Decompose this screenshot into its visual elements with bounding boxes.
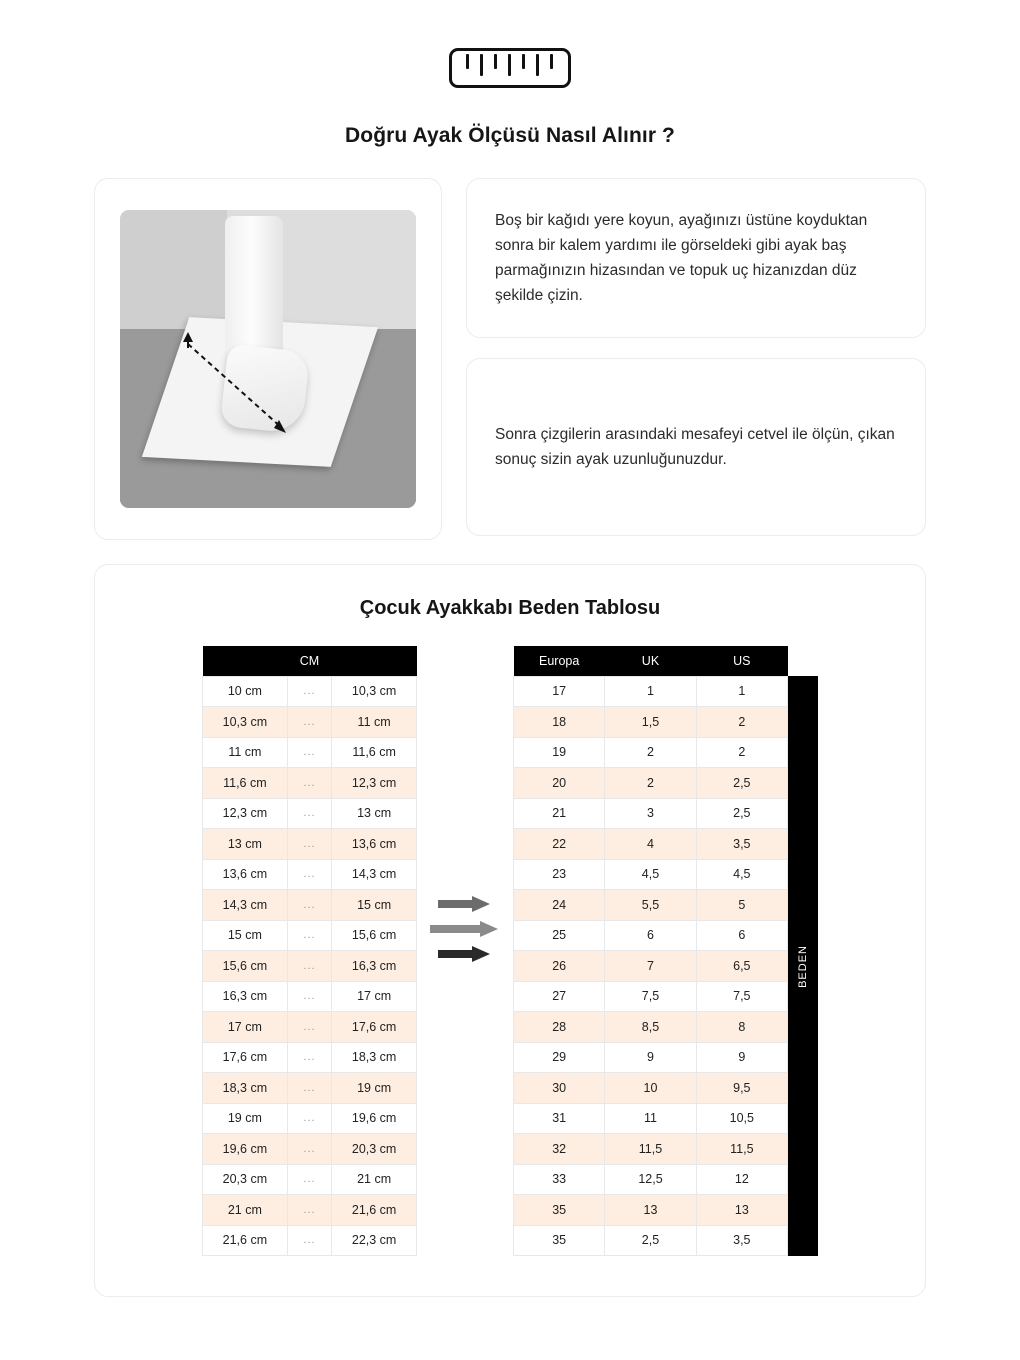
cm-separator: ...: [287, 1134, 331, 1165]
table-row: [514, 1164, 788, 1195]
size-eu: 31: [514, 1103, 605, 1134]
size-us: 6: [696, 920, 787, 951]
table-row: [514, 737, 788, 768]
cm-separator: ...: [287, 1225, 331, 1256]
photo-card: [94, 178, 442, 540]
photo-wall-shadow: [120, 210, 227, 329]
table-row: [514, 798, 788, 829]
size-us: 11,5: [696, 1134, 787, 1165]
intro-section: [94, 178, 926, 540]
cm-to: 21,6 cm: [332, 1195, 417, 1226]
table-row: [514, 981, 788, 1012]
table-row: [514, 1073, 788, 1104]
size-uk: 5,5: [605, 890, 696, 921]
cm-to: 22,3 cm: [332, 1225, 417, 1256]
size-table-title: Çocuk Ayakkabı Beden Tablosu: [359, 597, 661, 619]
cm-to: 18,3 cm: [332, 1042, 417, 1073]
size-uk: 4,5: [605, 859, 696, 890]
cm-to: 13 cm: [332, 798, 417, 829]
table-row: [203, 1012, 417, 1043]
arrow-right-icon-2: [430, 921, 500, 937]
cm-separator: ...: [287, 981, 331, 1012]
table-row: [514, 1042, 788, 1073]
table-row: [203, 951, 417, 982]
size-uk: 11,5: [605, 1134, 696, 1165]
size-us: 2,5: [696, 768, 787, 799]
cm-to: 15 cm: [332, 890, 417, 921]
cm-to: 19,6 cm: [332, 1103, 417, 1134]
cm-from: 16,3 cm: [203, 981, 288, 1012]
cm-from: 10,3 cm: [203, 707, 288, 738]
size-eu: 32: [514, 1134, 605, 1165]
size-uk: 2: [605, 768, 696, 799]
size-eu: 23: [514, 859, 605, 890]
cm-to: 15,6 cm: [332, 920, 417, 951]
cm-from: 14,3 cm: [203, 890, 288, 921]
arrow-right-icon-3: [438, 946, 492, 962]
size-uk: 12,5: [605, 1164, 696, 1195]
instruction-text-2: Sonra çizgilerin arasındaki mesafeyi cetvel ile ölçün, çıkan sonuç sizin ayak uzunluğunuzdur.: [495, 425, 895, 468]
cm-from: 12,3 cm: [203, 798, 288, 829]
cm-to: 16,3 cm: [332, 951, 417, 982]
table-row: [203, 981, 417, 1012]
instruction-text-1: Boş bir kağıdı yere koyun, ayağınızı üstüne koyduktan sonra bir kalem yardımı ile görseldeki gibi ayak baş parmağınızın hizasından ve topuk uç hizanızdan düz şekilde çizin.: [495, 211, 868, 305]
cm-from: 13 cm: [203, 829, 288, 860]
cm-to: 14,3 cm: [332, 859, 417, 890]
table-row: [203, 1073, 417, 1104]
size-us: 8: [696, 1012, 787, 1043]
cm-separator: ...: [287, 798, 331, 829]
cm-separator: ...: [287, 890, 331, 921]
table-row: [203, 1195, 417, 1226]
cm-from: 13,6 cm: [203, 859, 288, 890]
size-us: 6,5: [696, 951, 787, 982]
cm-table-header-row: [203, 646, 417, 676]
cm-separator: ...: [287, 676, 331, 707]
size-eu: 19: [514, 737, 605, 768]
table-row: [514, 768, 788, 799]
size-uk: 8,5: [605, 1012, 696, 1043]
size-uk: 10: [605, 1073, 696, 1104]
size-eu: 30: [514, 1073, 605, 1104]
header-europa: Europa: [514, 646, 605, 676]
cm-separator: ...: [287, 1042, 331, 1073]
cm-separator: ...: [287, 1164, 331, 1195]
size-eu: 33: [514, 1164, 605, 1195]
tables-row: [95, 646, 925, 1256]
size-uk: 1,5: [605, 707, 696, 738]
size-eu: 26: [514, 951, 605, 982]
cm-from: 21,6 cm: [203, 1225, 288, 1256]
cm-to: 11 cm: [332, 707, 417, 738]
table-row: [203, 1042, 417, 1073]
size-us: 13: [696, 1195, 787, 1226]
size-eu: 35: [514, 1225, 605, 1256]
cm-to: 20,3 cm: [332, 1134, 417, 1165]
size-uk: 7,5: [605, 981, 696, 1012]
cm-from: 21 cm: [203, 1195, 288, 1226]
cm-separator: ...: [287, 1195, 331, 1226]
cm-from: 17,6 cm: [203, 1042, 288, 1073]
size-us: 2: [696, 737, 787, 768]
size-uk: 2: [605, 737, 696, 768]
table-row: [514, 1225, 788, 1256]
size-us: 9,5: [696, 1073, 787, 1104]
table-row: [514, 1195, 788, 1226]
cm-separator: ...: [287, 737, 331, 768]
size-uk: 9: [605, 1042, 696, 1073]
cm-from: 10 cm: [203, 676, 288, 707]
size-eu: 21: [514, 798, 605, 829]
size-eu: 25: [514, 920, 605, 951]
table-row: [203, 1164, 417, 1195]
size-uk: 3: [605, 798, 696, 829]
table-row: [514, 829, 788, 860]
cm-separator: ...: [287, 859, 331, 890]
size-us: 2,5: [696, 798, 787, 829]
size-us: 9: [696, 1042, 787, 1073]
page-title: Doğru Ayak Ölçüsü Nasıl Alınır ?: [345, 124, 675, 147]
size-uk: 4: [605, 829, 696, 860]
cm-separator: ...: [287, 768, 331, 799]
size-us: 2: [696, 707, 787, 738]
size-us: 3,5: [696, 829, 787, 860]
size-us: 3,5: [696, 1225, 787, 1256]
header-uk: UK: [605, 646, 696, 676]
cm-to: 17 cm: [332, 981, 417, 1012]
instructions-column: [466, 178, 926, 536]
header-us: US: [696, 646, 787, 676]
cm-from: 11,6 cm: [203, 768, 288, 799]
size-us: 5: [696, 890, 787, 921]
size-us: 1: [696, 676, 787, 707]
size-us: 10,5: [696, 1103, 787, 1134]
size-table-card: [94, 564, 926, 1297]
size-eu: 20: [514, 768, 605, 799]
table-row: [514, 951, 788, 982]
table-row: [203, 768, 417, 799]
size-us: 4,5: [696, 859, 787, 890]
cm-separator: ...: [287, 829, 331, 860]
size-eu: 22: [514, 829, 605, 860]
ruler-icon: [449, 48, 571, 88]
size-eu: 35: [514, 1195, 605, 1226]
arrow-right-icon-1: [438, 896, 492, 912]
table-row: [203, 1103, 417, 1134]
size-us: 12: [696, 1164, 787, 1195]
table-row: [203, 1225, 417, 1256]
cm-from: 19 cm: [203, 1103, 288, 1134]
size-eu: 29: [514, 1042, 605, 1073]
cm-to: 21 cm: [332, 1164, 417, 1195]
size-uk: 13: [605, 1195, 696, 1226]
table-row: [514, 1103, 788, 1134]
size-uk: 7: [605, 951, 696, 982]
size-eu: 28: [514, 1012, 605, 1043]
instruction-card-2: [466, 358, 926, 536]
cm-to: 11,6 cm: [332, 737, 417, 768]
size-uk: 2,5: [605, 1225, 696, 1256]
cm-separator: ...: [287, 920, 331, 951]
cm-from: 20,3 cm: [203, 1164, 288, 1195]
size-eu: 24: [514, 890, 605, 921]
table-row: [203, 920, 417, 951]
cm-from: 18,3 cm: [203, 1073, 288, 1104]
cm-table: [202, 646, 417, 1256]
foot-measurement-photo: [120, 210, 416, 508]
size-table-header-row: [514, 646, 788, 676]
cm-from: 15,6 cm: [203, 951, 288, 982]
table-row: [514, 676, 788, 707]
cm-to: 17,6 cm: [332, 1012, 417, 1043]
beden-side-label: [788, 676, 818, 1256]
table-row: [203, 676, 417, 707]
cm-separator: ...: [287, 707, 331, 738]
table-row: [203, 859, 417, 890]
cm-from: 15 cm: [203, 920, 288, 951]
arrows-group: [417, 646, 513, 962]
cm-from: 17 cm: [203, 1012, 288, 1043]
size-uk: 6: [605, 920, 696, 951]
cm-to: 12,3 cm: [332, 768, 417, 799]
measure-arrow-icon: [174, 330, 296, 442]
size-eu: 17: [514, 676, 605, 707]
table-row: [203, 829, 417, 860]
cm-header: CM: [203, 646, 417, 676]
table-row: [514, 1012, 788, 1043]
size-uk: 1: [605, 676, 696, 707]
table-row: [203, 1134, 417, 1165]
table-row: [203, 798, 417, 829]
table-row: [514, 890, 788, 921]
table-row: [514, 1134, 788, 1165]
size-table: [513, 646, 788, 1256]
cm-to: 13,6 cm: [332, 829, 417, 860]
beden-label-text: BEDEN: [797, 944, 809, 988]
table-row: [514, 707, 788, 738]
ruler-icon-container: [0, 0, 1020, 88]
table-row: [203, 737, 417, 768]
table-row: [514, 859, 788, 890]
instruction-card-1: [466, 178, 926, 338]
cm-separator: ...: [287, 1012, 331, 1043]
cm-separator: ...: [287, 1073, 331, 1104]
cm-to: 10,3 cm: [332, 676, 417, 707]
size-eu: 27: [514, 981, 605, 1012]
cm-from: 11 cm: [203, 737, 288, 768]
size-uk: 11: [605, 1103, 696, 1134]
table-row: [203, 890, 417, 921]
cm-from: 19,6 cm: [203, 1134, 288, 1165]
table-row: [203, 707, 417, 738]
size-us: 7,5: [696, 981, 787, 1012]
table-row: [514, 920, 788, 951]
cm-to: 19 cm: [332, 1073, 417, 1104]
cm-separator: ...: [287, 1103, 331, 1134]
cm-separator: ...: [287, 951, 331, 982]
size-eu: 18: [514, 707, 605, 738]
